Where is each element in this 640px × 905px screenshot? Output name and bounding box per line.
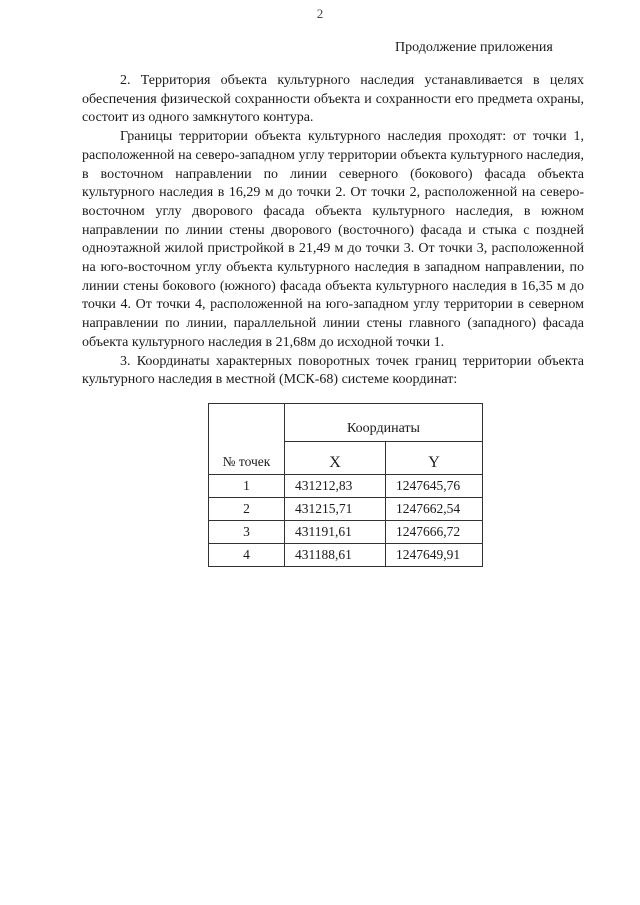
x-coordinate-cell: 431212,83 [285,475,386,498]
y-coordinate-cell: 1247645,76 [386,475,483,498]
x-coordinate-cell: 431188,61 [285,544,386,567]
y-coordinate-cell: 1247662,54 [386,498,483,521]
appendix-continuation-note: Продолжение приложения [395,40,553,55]
header-coordinates: Координаты [285,404,483,442]
y-coordinate-cell: 1247666,72 [386,521,483,544]
point-number-cell: 3 [209,521,285,544]
table-row [209,544,483,567]
point-number-cell: 1 [209,475,285,498]
table-row [209,498,483,521]
x-coordinate-cell: 431191,61 [285,521,386,544]
page-number: 2 [316,6,324,21]
point-number-cell: 4 [209,544,285,567]
header-point-number: № точек [209,404,285,475]
header-y: Y [386,442,483,475]
header-x: X [285,442,386,475]
table-row [209,521,483,544]
point-number-cell: 2 [209,498,285,521]
paragraph-coordinates-intro: 3. Координаты характерных поворотных точек границ территории объекта культурного наследия в местной (МСК-68) системе координат: [82,353,584,388]
paragraph-boundaries: Границы территории объекта культурного наследия проходят: от точки 1, расположенной на северо-западном углу территории объекта культурного наследия, в восточном направлении по линии северного (бокового) фасада объекта культурного наследия в 16,29 м до точки 2. От точки 2, расположенной на северо-восточном углу дворового фасада объекта культурного наследия, в южном направлении по линии стены дворового (восточного) фасада и стыка с поздней одноэтажной жилой пристройкой в 21,49 м до точки 3. От точки 3, расположенной на юго-восточном углу объекта культурного наследия в западном направлении, по линии стены бокового (южного) фасада объекта культурного наследия в 16,35 м до точки 4. От точки 4, расположенной на юго-западном углу территории в северном направлении по линии, параллельной линии стены главного (западного) фасада объекта культурного наследия в 21,68м до исходной точки 1. [82,129,584,350]
x-coordinate-cell: 431215,71 [285,498,386,521]
y-coordinate-cell: 1247649,91 [386,544,483,567]
table-row [209,475,483,498]
paragraph-territory: 2. Территория объекта культурного наследия устанавливается в целях обеспечения физической сохранности объекта и сохранности его предмета охраны, состоит из одного замкнутого контура. [82,73,584,126]
coordinates-table [208,403,483,567]
document-body [82,72,584,390]
